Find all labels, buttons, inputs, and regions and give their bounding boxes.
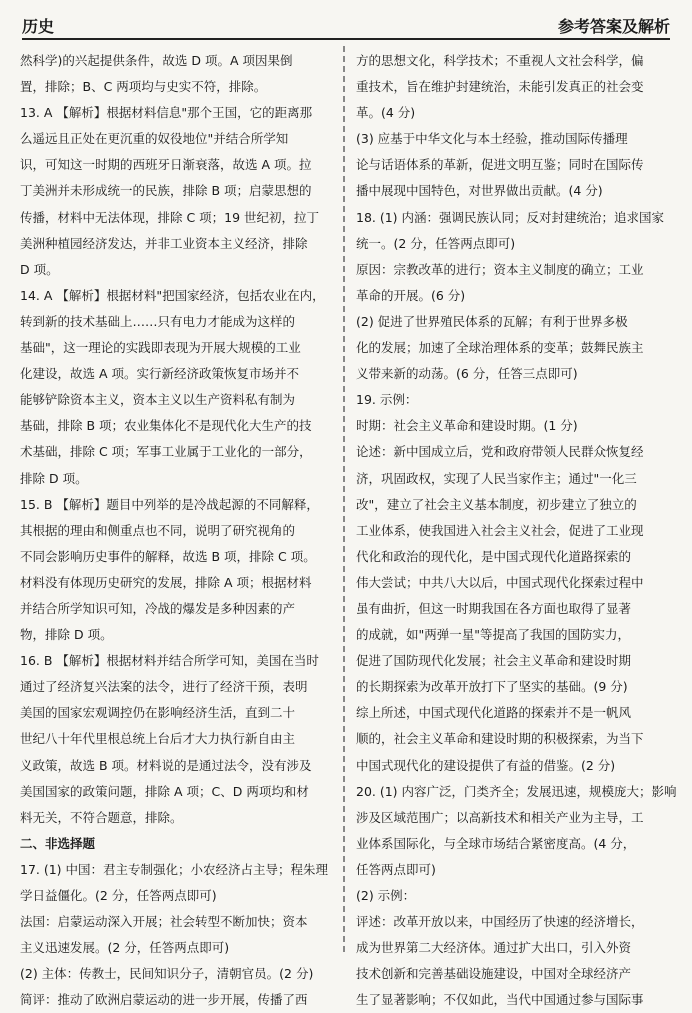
text-line: 学日益僵化。(2 分，任答两点即可) [20,888,217,903]
text-line: 美洲种植园经济发达，并非工业资本主义经济，排除 [20,235,308,251]
text-line: 综上所述，中国式现代化道路的探索并不是一帆风 [356,705,632,721]
text-line: 义带来新的动荡。(6 分，任答三点即可) [356,366,578,382]
text-line: 19. 示例： [356,392,418,408]
text-line: 涉及区域范围广；以高新技术和相关产业为主导，工 [356,809,644,825]
text-line: 方的思想文化，科学技术；不重视人文社会科学，偏 [356,53,644,68]
text-line: 任答两点即可) [356,861,436,877]
text-line: 技术创新和完善基础设施建设，中国对全球经济产 [356,966,632,982]
text-line: 论与话语体系的革新，促进文明互鉴；同时在国际传 [356,157,644,173]
text-line: 法国：启蒙运动深入开展；社会转型不断加快；资本 [20,914,308,930]
text-line: 物，排除 D 项。 [20,627,113,643]
text-line: 改"，建立了社会主义基本制度，初步建立了独立的 [356,496,637,512]
text-line: 中国式现代化的建设提供了有益的借鉴。(2 分) [356,757,616,773]
text-line: 简评：推动了欧洲启蒙运动的进一步开展，传播了西 [20,992,308,1008]
text-line: 置，排除；B、C 两项均与史实不符，排除。 [20,79,267,95]
text-line: 重技术，旨在维护封建统治，未能引发真正的社会变 [356,79,644,95]
text-line: (2) 主体：传教士，民间知识分子，清朝官员。(2 分) [20,966,314,982]
text-line: (2) 示例： [356,888,416,903]
subject-label: 历史 [22,17,55,36]
text-line: 的长期探索为改革开放打下了坚实的基础。(9 分) [356,679,628,695]
text-line: 论述：新中国成立后，党和政府带领人民群众恢复经 [356,444,644,460]
text-line: 济，巩固政权，实现了人民当家作主；通过"一化三 [356,470,637,486]
text-line: (3) 应基于中华文化与本土经验，推动国际传播理 [356,131,628,147]
text-line: 代化和政治的现代化，是中国式现代化道路探索的 [356,548,632,564]
text-line: 时期：社会主义革命和建设时期。(1 分) [356,418,578,434]
text-line: 基础"，这一理论的实践即表现为开展大规模的工业 [20,340,301,356]
text-line: 13. A 【解析】根据材料信息"那个王国，它的距离那 [20,105,313,121]
text-line: 材料没有体现历史研究的发展，排除 A 项；根据材料 [20,574,312,590]
section-title: 参考答案及解析 [557,17,670,36]
text-line: 化的发展；加速了全球治理体系的变革；鼓舞民族主 [356,340,644,356]
text-line: 术基础，排除 C 项；军事工业属于工业化的一部分， [20,444,312,460]
text-line: 不同会影响历史事件的解释，故选 B 项，排除 C 项。 [20,548,316,564]
text-line: 世纪八十年代里根总统上台后才大力执行新自由主 [20,731,296,747]
text-line: 能够铲除资本主义，资本主义以生产资料私有制为 [20,392,296,408]
text-line: 15. B 【解析】题目中列举的是冷战起源的不同解释， [20,496,319,512]
text-line: 工业体系，使我国进入社会主义社会，促进了工业现 [356,522,644,538]
left-column [20,48,334,1008]
text-line: (2) 促进了世界殖民体系的瓦解；有利于世界多极 [356,313,628,329]
text-line: 14. A 【解析】根据材料"把国家经济，包括农业在内， [20,287,325,303]
text-line: 料无关，不符合题意，排除。 [20,809,183,825]
text-line: 伟大尝试；中共八大以后，中国式现代化探索过程中 [356,574,644,590]
text-line: 其根据的理由和侧重点也不同，说明了研究视角的 [20,522,296,538]
right-column [356,48,677,1008]
text-line: 美国国家的政策问题，排除 A 项；C、D 两项均和材 [20,783,309,799]
text-line: 二、非选择题 [20,835,96,851]
text-line: 转到新的技术基础上……只有电力才能成为这样的 [20,313,296,329]
text-line: 虽有曲折，但这一时期我国在各方面也取得了显著 [356,600,632,616]
text-line: 传播，材料中无法体现，排除 C 项；19 世纪初，拉丁 [20,209,320,225]
text-line: 业体系国际化，与全球市场结合紧密度高。(4 分， [356,835,636,851]
text-line: 17. (1) 中国：君主专制强化；小农经济占主导；程朱理 [20,861,329,877]
text-line: 通过了经济复兴法案的法令，进行了经济干预，表明 [20,679,308,695]
text-line: 丁美洲并未形成统一的民族，排除 B 项；启蒙思想的 [20,183,312,199]
column-divider [343,46,345,952]
text-line: 成为世界第二大经济体。通过扩大出口，引入外资 [356,940,632,956]
text-line: 播中展现中国特色，对世界做出贡献。(4 分) [356,183,603,199]
text-line: 化建设，故选 A 项。实行新经济政策恢复市场并不 [20,366,299,382]
text-line: 革。(4 分) [356,105,416,121]
text-line: 顺的，社会主义革命和建设时期的积极探索，为当下 [356,731,644,747]
text-line: 义政策，故选 B 项。材料说的是通过法令，没有涉及 [20,757,312,773]
page-header [22,10,670,40]
text-line: 统一。(2 分，任答两点即可) [356,235,516,251]
text-line: 评述：改革开放以来，中国经历了快速的经济增长， [356,914,644,930]
text-line: 并结合所学知识可知，冷战的爆发是多种因素的产 [20,600,296,616]
text-line: 18. (1) 内涵：强调民族认同；反对封建统治；追求国家 [356,209,665,225]
text-line: 20. (1) 内容广泛，门类齐全；发展迅速，规模庞大；影响 [356,783,677,799]
text-line: 基础，排除 B 项；农业集体化不是现代化大生产的技 [20,418,312,434]
text-line: 16. B 【解析】根据材料并结合所学可知，美国在当时 [20,653,319,669]
text-line: 识，可知这一时期的西班牙日渐衰落，故选 A 项。拉 [20,157,312,173]
text-line: D 项。 [20,261,59,277]
text-line: 的成就，如"两弹一星"等提高了我国的国防实力， [356,627,630,643]
text-line: 主义迅速发展。(2 分，任答两点即可) [20,940,230,956]
text-line: 革命的开展。(6 分) [356,287,466,303]
text-line: 促进了国防现代化发展；社会主义革命和建设时期 [356,653,632,669]
text-line: 么遥远且正处在更沉重的奴役地位"并结合所学知 [20,131,289,147]
text-line: 生了显著影响；不仅如此，当代中国通过参与国际事 [356,992,644,1008]
text-line: 排除 D 项。 [20,470,88,486]
text-line: 然科学)的兴起提供条件，故选 D 项。A 项因果倒 [20,53,293,68]
text-line: 原因：宗教改革的进行；资本主义制度的确立；工业 [356,261,644,277]
text-line: 美国的国家宏观调控仍在影响经济生活，直到二十 [20,705,296,721]
